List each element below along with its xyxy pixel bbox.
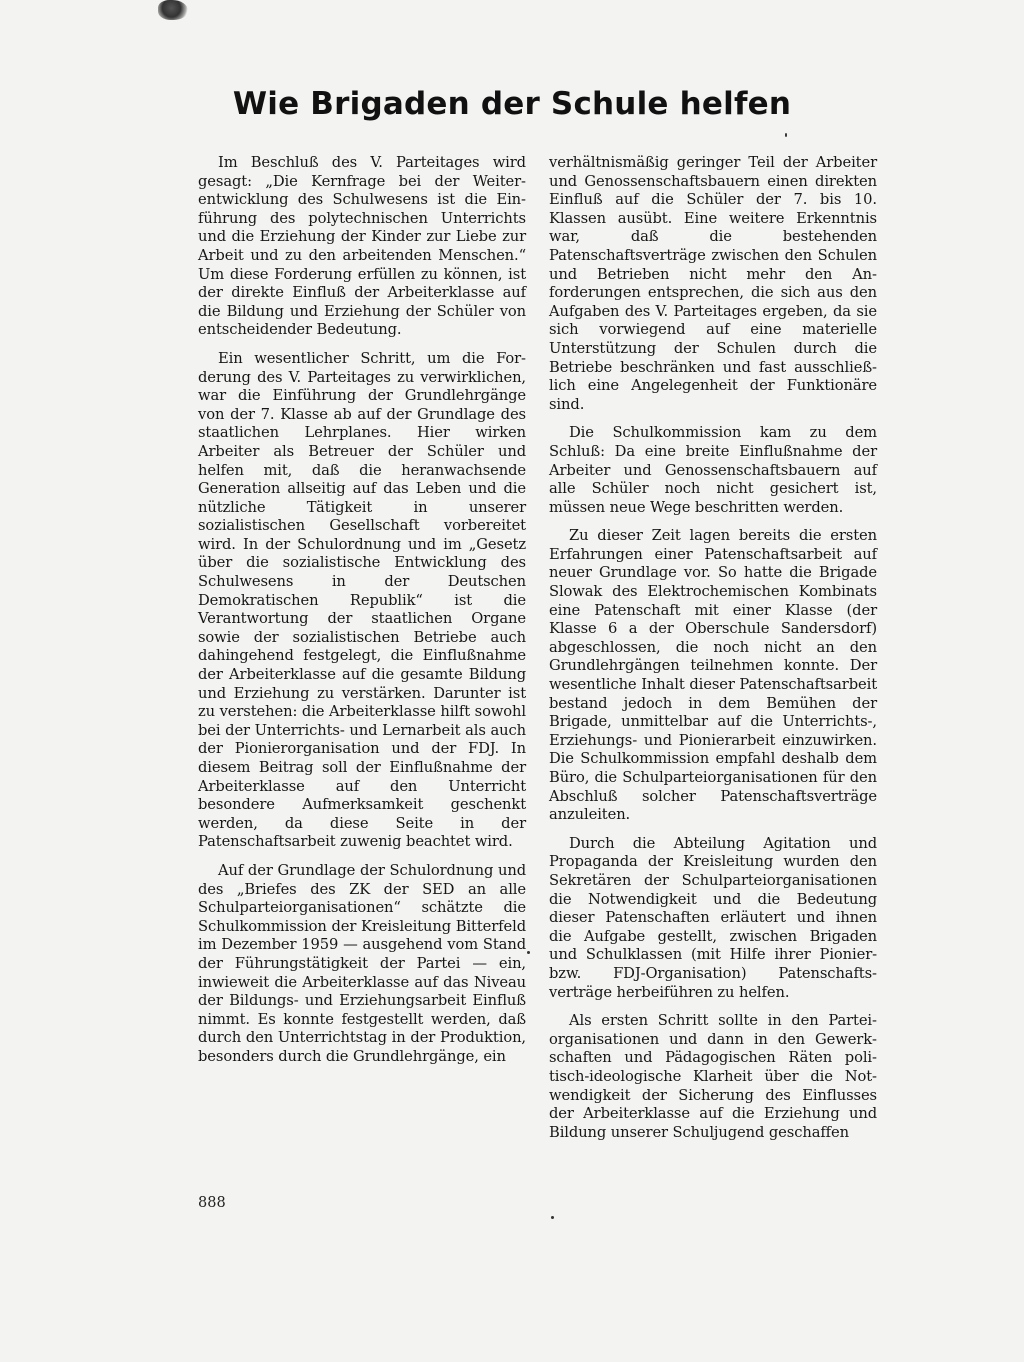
paragraph: Als ersten Schritt sollte in den Parteiorganisationen und dann in den Gewerkschaften und Pädagogischen Räten politisch-ideologische Klarheit über die Notwendigkeit der Sicherung des Einflusses der Arbeiterklasse auf die Erziehung und Bildung unserer Schuljugend geschaffen bbox=[549, 1012, 877, 1141]
paragraph: Durch die Abteilung Agitation und Propaganda der Kreisleitung wurden den Sekretären der Schulparteiorganisationen die Notwendigkeit und die Bedeutung dieser Patenschaften erläutert und ihnen die Aufgabe gestellt, zwischen Brigaden und Schulklassen (mit Hilfe ihrer Pionier- bzw. FDJ-Organisation) Patenschaftsverträge herbeiführen zu helfen. bbox=[549, 834, 877, 1001]
paper-speck bbox=[785, 133, 787, 137]
ink-blot-mark bbox=[158, 0, 188, 20]
paragraph: Die Schulkommission kam zu dem Schluß: Da eine breite Einflußnahme der Arbeiter und Genossenschaftsbauern auf alle Schüler noch nicht gesichert ist, müssen neue Wege beschritten werden. bbox=[549, 424, 877, 516]
paragraph: Zu dieser Zeit lagen bereits die ersten Erfahrungen einer Patenschaftsarbeit auf neuer Grundlage vor. So hatte die Brigade Slowak des Elektrochemischen Kombinats eine Patenschaft mit einer Klasse (der Klasse 6 a der Oberschule Sandersdorf) abgeschlossen, die noch nicht an den Grundlehrgängen teilnehmen konnte. Der wesentliche Inhalt dieser Patenschaftsarbeit bestand jedoch in dem Bemühen der Brigade, unmittelbar auf die Unterrichts-, Erziehungs- und Pionierarbeit einzuwirken. Die Schulkommission empfahl deshalb dem Büro, die Schulparteiorganisationen für den Abschluß solcher Patenschaftsverträge anzuleiten. bbox=[549, 527, 877, 824]
paragraph: Auf der Grundlage der Schulordnung und des „Briefes des ZK der SED an alle Schulparteiorganisationen“ schätzte die Schulkommission der Kreisleitung Bitterfeld im Dezember 1959 — ausgehend vom Stand der Führungstätigkeit der Partei — ein, inwieweit die Arbeiterklasse auf das Niveau der Bildungs- und Erziehungsarbeit Einfluß nimmt. Es konnte festgestellt werden, daß durch den Unterrichtstag in der Produktion, besonders durch die Grundlehrgänge, ein bbox=[198, 861, 526, 1065]
paper-speck bbox=[527, 951, 530, 954]
page-number: 888 bbox=[198, 1195, 226, 1211]
paragraph: verhältnismäßig geringer Teil der Arbeiter und Genossenschaftsbauern einen direkten Einfluß auf die Schüler der 7. bis 10. Klassen ausübt. Eine weitere Erkenntnis war, daß die bestehenden Patenschaftsverträge zwischen den Schulen und Betrieben nicht mehr den Anforderungen entsprechen, die sich aus den Aufgaben des V. Parteitages ergeben, da sie sich vorwiegend auf eine materielle Unterstützung der Schulen durch die Betriebe beschränken und fast ausschließlich eine Angelegenheit der Funktionäre sind. bbox=[549, 154, 877, 413]
left-text-column bbox=[198, 154, 526, 1067]
right-text-column bbox=[549, 154, 877, 1142]
article-title: Wie Brigaden der Schule helfen bbox=[232, 86, 792, 122]
paper-speck bbox=[551, 1216, 554, 1219]
paragraph: Ein wesentlicher Schritt, um die Forderung des V. Parteitages zu verwirklichen, war die Einführung der Grundlehrgänge von der 7. Klasse ab auf der Grundlage des staatlichen Lehrplanes. Hier wirken Arbeiter als Betreuer der Schüler und helfen mit, daß die heranwachsende Generation allseitig auf das Leben und die nützliche Tätigkeit in unserer sozialistischen Gesellschaft vorbereitet wird. In der Schulordnung und im „Gesetz über die sozialistische Entwicklung des Schulwesens in der Deutschen Demokratischen Republik“ ist die Verantwortung der staatlichen Organe sowie der sozialistischen Betriebe auch dahingehend festgelegt, die Einflußnahme der Arbeiterklasse auf die gesamte Bildung und Erziehung zu verstärken. Darunter ist zu verstehen: die Arbeiterklasse hilft sowohl bei der Unterrichts- und Lernarbeit als auch der Pionierorganisation und der FDJ. In diesem Beitrag soll der Einflußnahme der Arbeiterklasse auf den Unterricht besondere Aufmerksamkeit geschenkt werden, da diese Seite in der Patenschaftsarbeit zuwenig beachtet wird. bbox=[198, 349, 526, 851]
paragraph: Im Beschluß des V. Parteitages wird gesagt: „Die Kernfrage bei der Weiterentwicklung des Schulwesens ist die Einführung des polytechnischen Unterrichts und die Erziehung der Kinder zur Liebe zur Arbeit und zu den arbeitenden Menschen.“ Um diese Forderung erfüllen zu können, ist der direkte Einfluß der Arbeiterklasse auf die Bildung und Erziehung der Schüler von entscheidender Bedeutung. bbox=[198, 154, 526, 339]
